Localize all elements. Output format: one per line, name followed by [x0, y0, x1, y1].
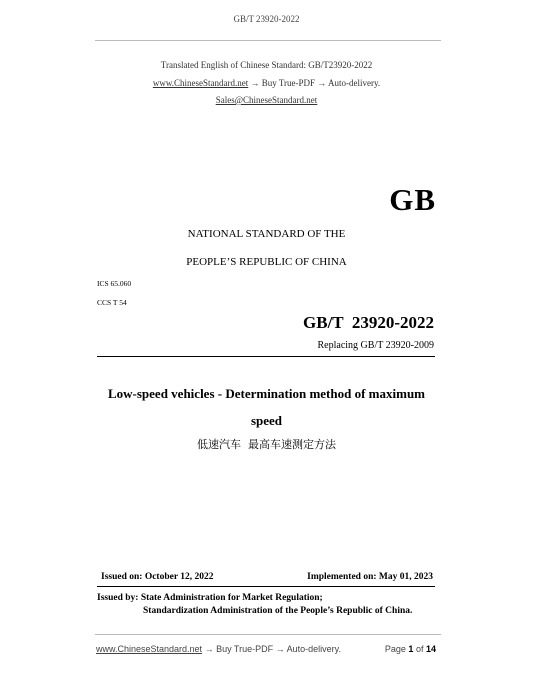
- footer-divider: [95, 634, 441, 635]
- english-title-line1: Low-speed vehicles - Determination method of maximum: [107, 386, 425, 401]
- issued-by-line1: Issued by: State Administration for Market Regulation;: [97, 593, 323, 603]
- page-total: 14: [425, 644, 436, 654]
- source-link-line: [0, 78, 533, 88]
- email-line: [0, 95, 533, 105]
- gb-logo: GB: [389, 182, 436, 217]
- replacing-note: Replacing GB/T 23920-2009: [317, 340, 434, 351]
- national-standard-line2: PEOPLE’S REPUBLIC OF CHINA: [186, 256, 347, 268]
- footer-link-suffix: → Buy True-PDF → Auto-delivery.: [202, 644, 341, 654]
- issued-by-line2: Standardization Administration of the People’s Republic of China.: [143, 606, 413, 616]
- header-divider: [95, 40, 441, 41]
- page-of: of: [415, 644, 424, 654]
- email-link[interactable]: Sales@ChineseStandard.net: [215, 95, 318, 105]
- issued-on: Issued on: October 12, 2022: [101, 572, 214, 582]
- ics-code: ICS 65.060: [97, 279, 132, 288]
- national-standard-line1: NATIONAL STANDARD OF THE: [187, 228, 346, 240]
- footer-site-link[interactable]: www.ChineseStandard.net: [96, 644, 203, 654]
- issue-divider: [97, 586, 435, 587]
- implemented-on: Implemented on: May 01, 2023: [307, 572, 433, 582]
- standard-number: GB/T 23920-2022: [303, 313, 434, 332]
- english-title-line2: speed: [250, 413, 283, 428]
- translation-notice: Translated English of Chinese Standard: GB/T23920-2022: [160, 60, 373, 70]
- page-indicator: [385, 644, 436, 654]
- site-link[interactable]: www.ChineseStandard.net: [152, 78, 249, 88]
- page-current: 1: [408, 644, 414, 654]
- site-link-suffix: → Buy True-PDF → Auto-delivery.: [248, 78, 381, 88]
- title-divider: [97, 356, 435, 357]
- ccs-code: CCS T 54: [97, 298, 127, 307]
- running-head: GB/T 23920-2022: [233, 14, 300, 24]
- chinese-title: 低速汽车 最高车速测定方法: [197, 438, 336, 451]
- footer-link-line: [96, 644, 341, 654]
- page-label: Page: [384, 644, 406, 654]
